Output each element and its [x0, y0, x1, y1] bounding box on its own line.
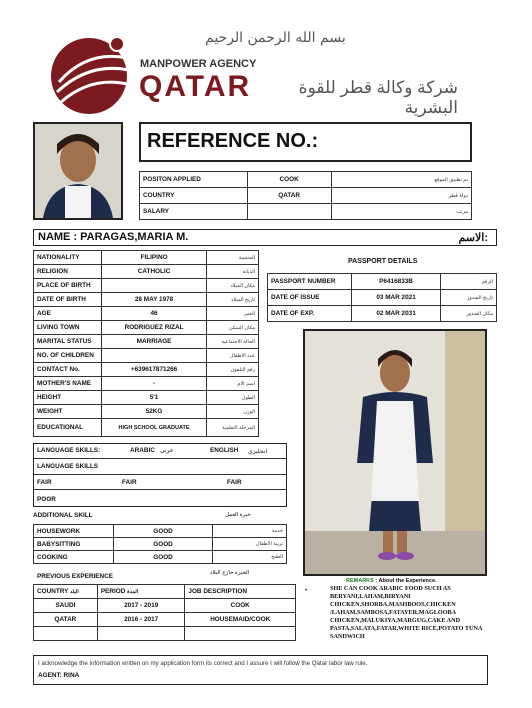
- agency-name-main: QATAR: [139, 70, 252, 103]
- experience-job: HOUSEMAID/COOK: [185, 613, 296, 627]
- personal-label: MARITAL STATUS: [34, 335, 102, 349]
- passport-table: [267, 273, 497, 322]
- language-arabic-ar: عربي: [160, 448, 174, 454]
- personal-ar: الحالة الاجتماعية: [207, 335, 259, 349]
- agency-name-top: MANPOWER AGENCY: [140, 58, 257, 70]
- passport-title: PASSPORT DETAILS: [348, 258, 418, 265]
- experience-period-header: PERIOD المدة: [97, 585, 185, 599]
- personal-label: AGE: [34, 307, 102, 321]
- personal-value: FILIPINO: [101, 251, 206, 265]
- table-row: [34, 599, 296, 613]
- cooking-label: COOKING: [34, 551, 114, 564]
- personal-value: [101, 349, 206, 363]
- personal-label: WEIGHT: [34, 405, 102, 419]
- table-row: [34, 335, 259, 349]
- experience-period: 2016 - 2017: [97, 613, 185, 627]
- table-row: [268, 306, 497, 322]
- table-row: [34, 251, 259, 265]
- issue-date-label: DATE OF ISSUE: [268, 290, 352, 306]
- personal-label: NATIONALITY: [34, 251, 102, 265]
- name-bar: [33, 229, 497, 246]
- personal-label: PLACE OF BIRTH: [34, 279, 102, 293]
- agency-name-ar: شركة وكالة قطر للقوة البشرية: [298, 78, 458, 117]
- table-row: [34, 525, 287, 538]
- agency-logo: [47, 30, 135, 118]
- personal-value: MARRIAGE: [101, 335, 206, 349]
- personal-ar: مكان السكن: [207, 321, 259, 335]
- salary-label: SALARY: [140, 204, 248, 220]
- experience-country: QATAR: [34, 613, 98, 627]
- cooking-ar: الطبخ: [213, 551, 287, 564]
- language-poor-label: POOR: [37, 496, 56, 503]
- remarks-text: SHE CAN COOK ARABIC FOOD SUCH AS BERYANI,LAHAM,BIRYANI CHICKEN,SHORBA,MASHBOOS,CHICKEN /LAHAM,SAMBOSA,FATAYER,MAGLOOBA CHICKEN,MALUKIYA,MARGUG,CAKE AND PASTA,SALATA,FATAR,WHITE RICE,POTATO TUNA SANDWICH: [330, 585, 483, 640]
- additional-title: ADDITIONAL SKILL: [33, 512, 93, 519]
- personal-value: 5'1: [101, 391, 206, 405]
- experience-job-header: JOB DESCRIPTION: [185, 585, 296, 599]
- personal-label: HEIGHT: [34, 391, 102, 405]
- issue-date-value: 03 MAR 2021: [351, 290, 440, 306]
- table-row: [268, 274, 497, 290]
- housework-ar: خدمة: [213, 525, 287, 538]
- cooking-value: GOOD: [113, 551, 212, 564]
- applicant-full-photo: [303, 329, 487, 576]
- personal-ar: الوزن: [207, 405, 259, 419]
- babysitting-ar: تربية الاطفال: [213, 538, 287, 551]
- personal-ar: رقم التلفون: [207, 363, 259, 377]
- table-row: [140, 204, 472, 220]
- personal-value: RODRIGUEZ RIZAL: [101, 321, 206, 335]
- personal-ar: اسم الام: [207, 377, 259, 391]
- personal-value: 52KG: [101, 405, 206, 419]
- personal-ar: عدد الاطفال: [207, 349, 259, 363]
- table-row: [34, 405, 259, 419]
- experience-period: 2017 - 2019: [97, 599, 185, 613]
- table-row: [34, 585, 296, 599]
- table-row: [34, 363, 259, 377]
- passport-number-ar: الرقم: [441, 274, 497, 290]
- language-sub-label: LANGUAGE SKILLS: [37, 463, 99, 470]
- personal-label: LIVING TOWN: [34, 321, 102, 335]
- table-row: [34, 613, 296, 627]
- experience-title: PREVIOUS EXPERIENCE: [37, 573, 113, 580]
- remarks-about: : About the Experience.: [375, 578, 437, 584]
- table-row: [34, 377, 259, 391]
- applicant-headshot: [33, 122, 123, 220]
- applicant-name-ar: الاسم:: [458, 232, 488, 244]
- language-head-label: LANGUAGE SKILLS:: [37, 447, 101, 454]
- table-row: [34, 265, 259, 279]
- salary-value: [247, 204, 331, 220]
- housework-label: HOUSEWORK: [34, 525, 114, 538]
- additional-table: [33, 524, 287, 564]
- personal-ar: تاريخ الميلاد: [207, 293, 259, 307]
- table-row: [34, 349, 259, 363]
- passport-number-value: P6416833B: [351, 274, 440, 290]
- personal-ar: الطول: [207, 391, 259, 405]
- experience-country: SAUDI: [34, 599, 98, 613]
- personal-ar: الديانة: [207, 265, 259, 279]
- language-english-level: FAIR: [227, 479, 242, 486]
- table-row: [34, 627, 296, 641]
- language-arabic-level: FAIR: [122, 479, 137, 486]
- country-label: COUNTRY: [140, 188, 248, 204]
- exp-date-value: 02 MAR 2031: [351, 306, 440, 322]
- table-row: [140, 188, 472, 204]
- table-row: [34, 391, 259, 405]
- personal-value: HIGH SCHOOL GRADUATE: [101, 419, 206, 437]
- language-english: ENGLISH: [210, 447, 239, 454]
- bismillah: بسم الله الرحمن الرحيم: [205, 30, 346, 46]
- reference-box: [139, 122, 472, 162]
- experience-title-ar: الخبرة خارج البلاد: [210, 570, 250, 576]
- personal-ar: العمر: [207, 307, 259, 321]
- personal-label: RELIGION: [34, 265, 102, 279]
- table-row: [268, 290, 497, 306]
- salary-ar: مرتب: [331, 204, 472, 220]
- personal-value: +639617871266: [101, 363, 206, 377]
- experience-job: COOK: [185, 599, 296, 613]
- personal-ar: مكان الميلاد: [207, 279, 259, 293]
- country-value: QATAR: [247, 188, 331, 204]
- exp-date-ar: مكان الصدور: [441, 306, 497, 322]
- table-row: [34, 551, 287, 564]
- table-row: [140, 172, 472, 188]
- remarks-box: [320, 578, 497, 648]
- personal-value: -: [101, 377, 206, 391]
- passport-number-label: PASSPORT NUMBER: [268, 274, 352, 290]
- issue-date-ar: تاريخ الصدور: [441, 290, 497, 306]
- country-ar: دولة قطر: [331, 188, 472, 204]
- personal-value: 46: [101, 307, 206, 321]
- exp-date-label: DATE OF EXP.: [268, 306, 352, 322]
- reference-label: REFERENCE NO.:: [147, 130, 319, 152]
- applicant-name: NAME : PARAGAS,MARIA M.: [38, 231, 189, 243]
- personal-table: [33, 250, 259, 437]
- personal-label: EDUCATIONAL: [34, 419, 102, 437]
- additional-title-ar: خبرة العمل: [225, 512, 251, 518]
- language-arabic: ARABIC: [130, 447, 155, 454]
- table-row: [34, 321, 259, 335]
- babysitting-value: GOOD: [113, 538, 212, 551]
- table-row: [34, 419, 259, 437]
- position-ar: تم تطبيق الموقع: [331, 172, 472, 188]
- table-row: [34, 293, 259, 307]
- language-fair-label: FAIR: [37, 479, 52, 486]
- agent: AGENT: RINA: [38, 672, 80, 679]
- babysitting-label: BABYSITTING: [34, 538, 114, 551]
- language-english-ar: انجليزي: [248, 449, 268, 455]
- position-value: COOK: [247, 172, 331, 188]
- table-row: [34, 538, 287, 551]
- position-table: [139, 171, 472, 220]
- personal-value: [101, 279, 206, 293]
- position-label: POSITON APPLIED: [140, 172, 248, 188]
- acknowledgement: I acknowledge the information written on my application form its correct and I assure I will follow the Qatar labor law rule.: [38, 660, 368, 667]
- remarks-label: REMARKS: [346, 578, 374, 584]
- table-row: [34, 307, 259, 321]
- experience-country-header: COUNTRY البلد: [34, 585, 98, 599]
- personal-label: NO. OF CHILDREN: [34, 349, 102, 363]
- personal-ar: المرحلة التعلمية: [207, 419, 259, 437]
- personal-value: CATHOLIC: [101, 265, 206, 279]
- personal-label: DATE OF BIRTH: [34, 293, 102, 307]
- personal-label: CONTACT No.: [34, 363, 102, 377]
- footer-box: [33, 655, 488, 685]
- experience-table: [33, 584, 296, 641]
- personal-label: MOTHER'S NAME: [34, 377, 102, 391]
- table-row: [34, 279, 259, 293]
- housework-value: GOOD: [113, 525, 212, 538]
- personal-value: 28 MAY 1978: [101, 293, 206, 307]
- personal-ar: الجنسية: [207, 251, 259, 265]
